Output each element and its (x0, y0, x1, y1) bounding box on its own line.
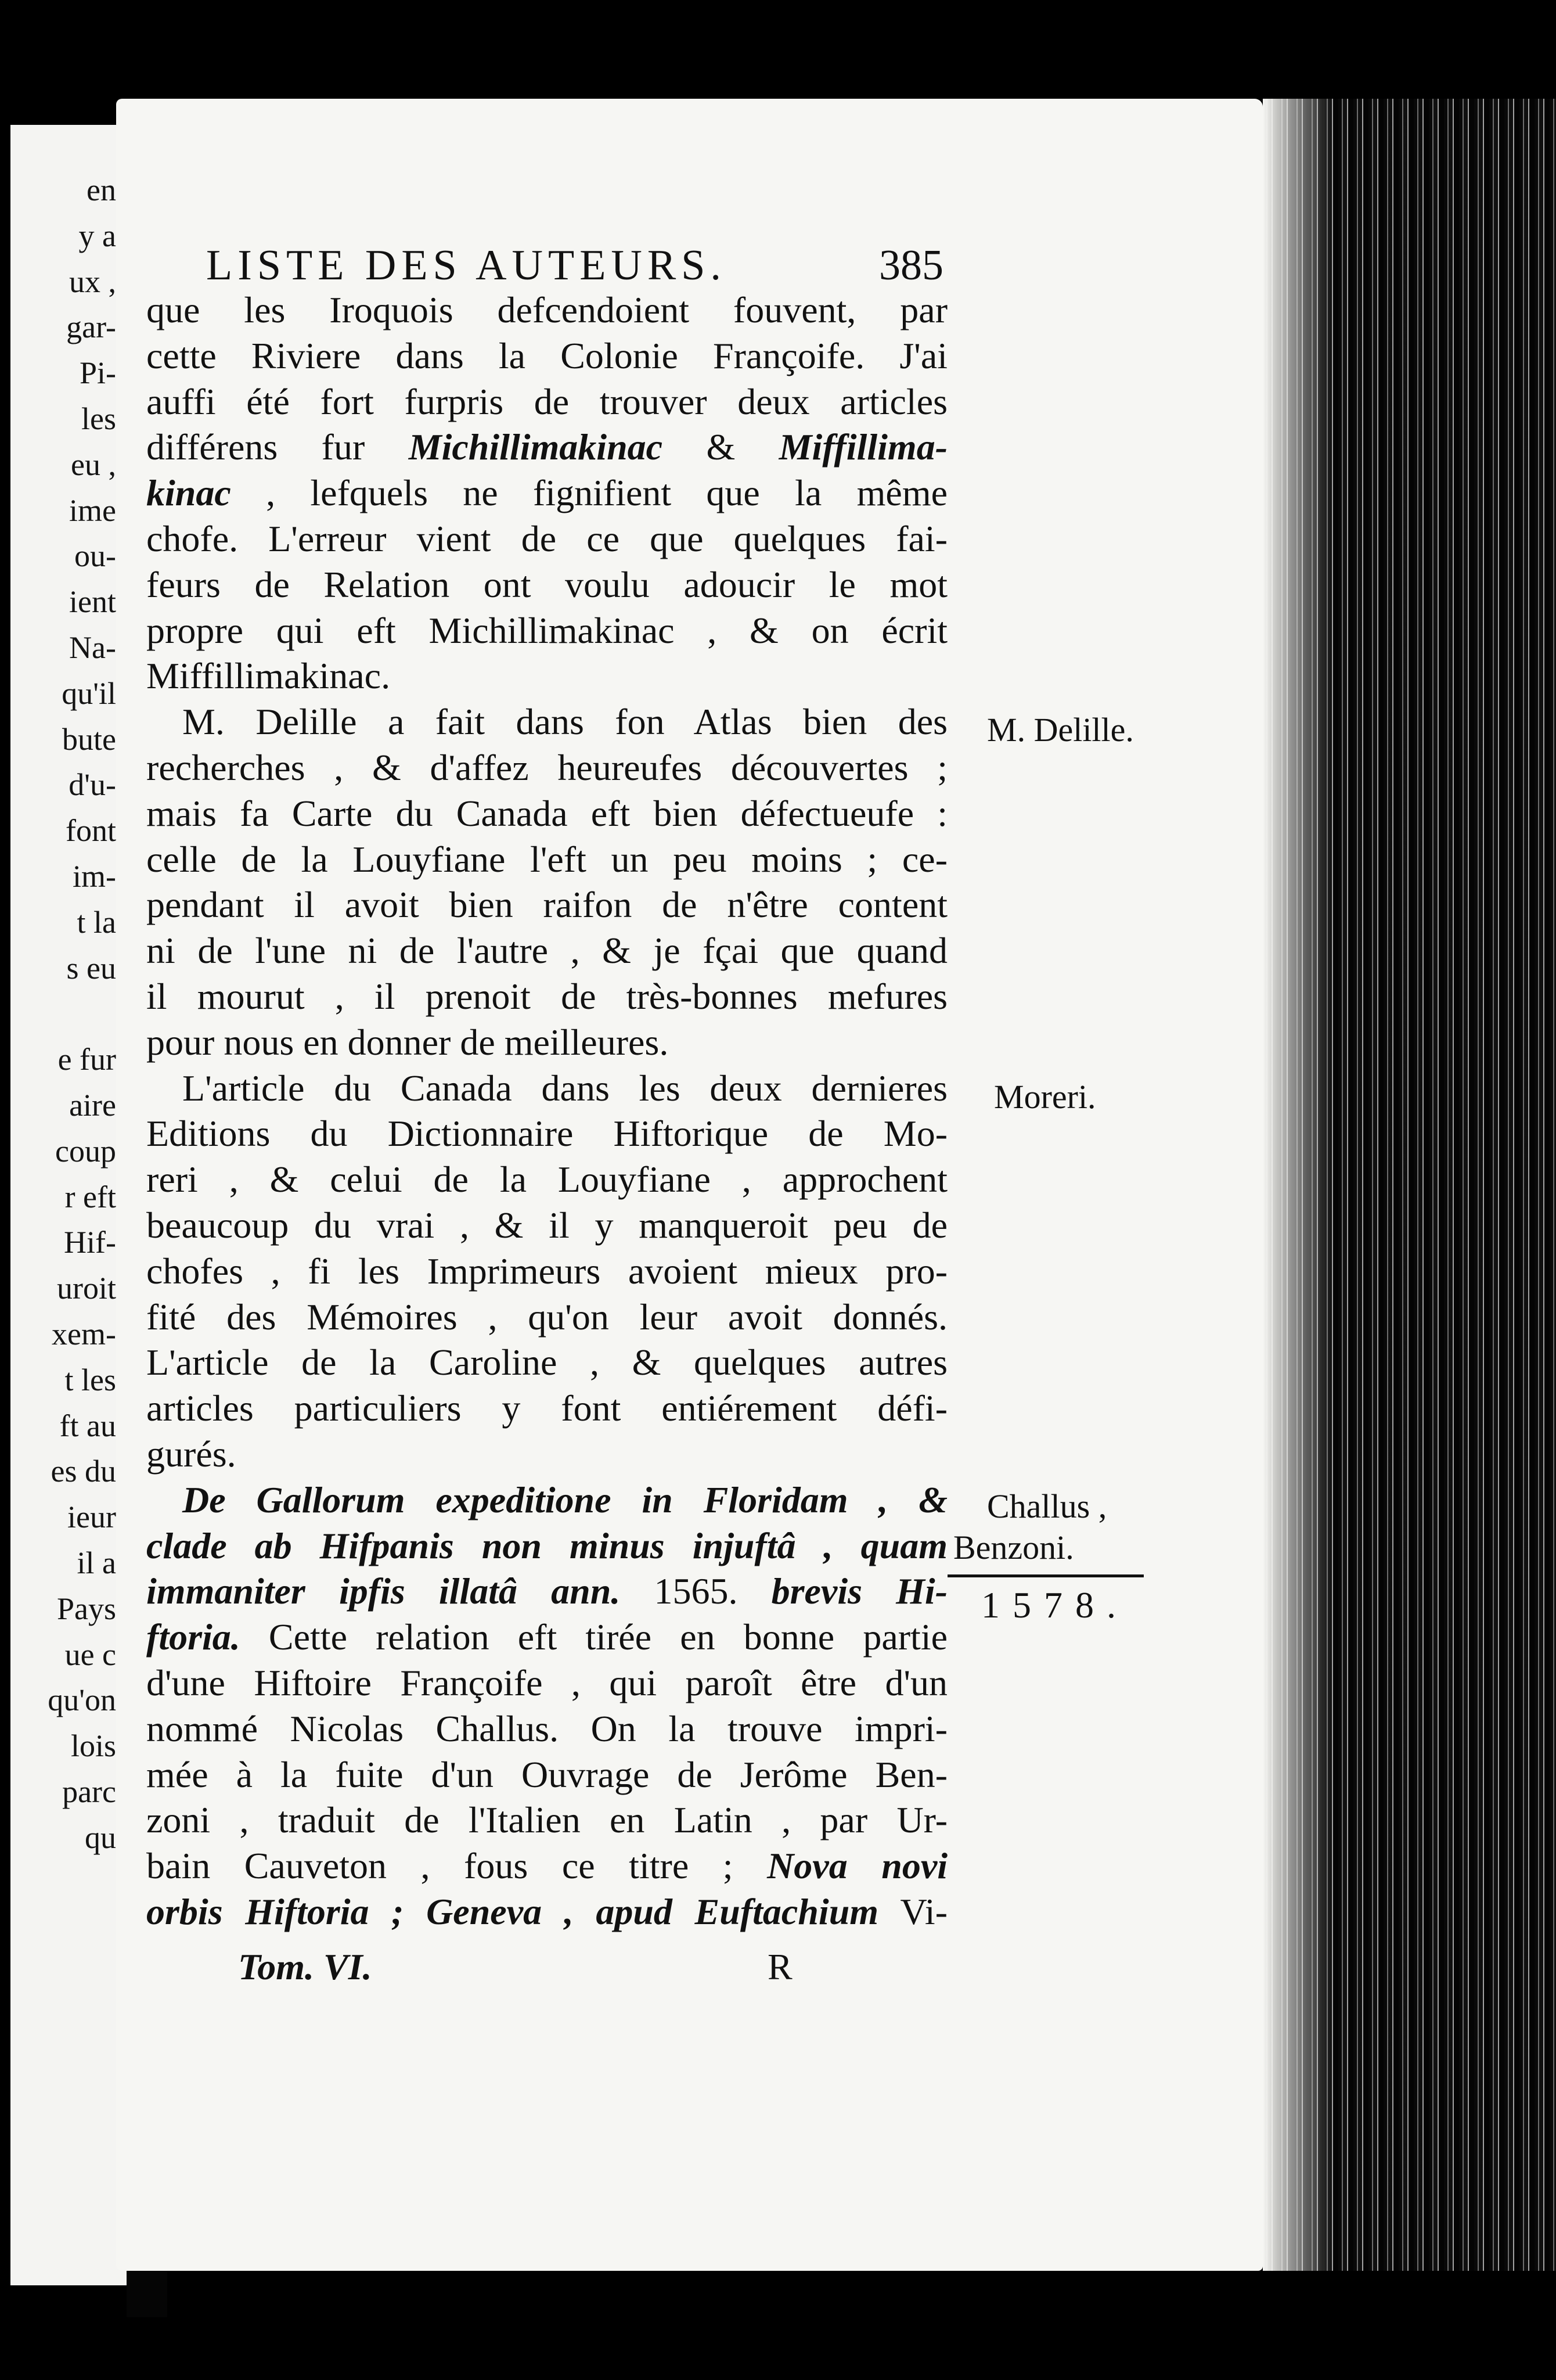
text-line (146, 653, 948, 699)
previous-page-fragment: ux , (69, 264, 116, 299)
footer-signature-mark: R (768, 1946, 793, 1987)
text-line (146, 1203, 948, 1249)
italic-text: clade ab Hifpanis non minus injuftâ , quam (146, 1525, 948, 1566)
previous-page-fragment: es du (51, 1454, 116, 1489)
previous-page-fragment: aire (69, 1088, 116, 1123)
previous-page-fragment: coup (55, 1133, 116, 1169)
text-run: L'article de la Caroline , & quelques autres (146, 1342, 948, 1383)
text-line (146, 333, 948, 379)
text-line (146, 1157, 948, 1203)
text-run: beaucoup du vrai , & il y manqueroit peu de (146, 1204, 948, 1246)
margin-note-delille: M. Delille. (987, 711, 1134, 749)
text-run: zoni , traduit de l'Italien en Latin , par Ur- (146, 1799, 948, 1841)
previous-page-fragment: t les (64, 1362, 116, 1397)
text-run: Cette relation eft tirée en bonne partie (240, 1616, 948, 1658)
text-line (146, 837, 948, 883)
text-run: M. Delille a fait dans fon Atlas bien des (182, 701, 948, 743)
text-run: chofe. L'erreur vient de ce que quelques fai- (146, 517, 948, 559)
text-line (146, 699, 948, 745)
text-run: recherches , & d'affez heureufes découvertes ; (146, 746, 948, 788)
previous-page-fragment: im- (73, 859, 116, 894)
text-line (146, 425, 948, 470)
text-run: nommé Nicolas Challus. On la trouve impri- (146, 1707, 948, 1749)
previous-page-fragment: lois (70, 1728, 116, 1764)
text-line (146, 1386, 948, 1432)
previous-page-fragment: il a (77, 1545, 116, 1580)
text-run: mais fa Carte du Canada eft bien défectueufe : (146, 792, 948, 834)
text-line (146, 1615, 948, 1660)
previous-page-fragment: ient (69, 584, 116, 620)
previous-page-fragment: ou- (74, 538, 116, 574)
text-line (146, 1295, 948, 1340)
text-line (146, 1752, 948, 1798)
previous-page-fragment: parc (62, 1774, 116, 1809)
text-line (146, 1249, 948, 1295)
text-run: pour nous en donner de meilleures. (146, 1021, 669, 1063)
text-line (146, 516, 948, 562)
previous-page-fragment: xem- (52, 1317, 116, 1351)
previous-page-fragment: ime (69, 492, 116, 528)
previous-page-fragment: y a (78, 218, 116, 253)
italic-text: De Gallorum expeditione in Floridam , & (182, 1479, 948, 1520)
text-run: Vi- (878, 1890, 948, 1932)
text-line (146, 1843, 948, 1889)
text-run: ni de l'une ni de l'autre , & je fçai que quand (146, 930, 948, 972)
previous-page-fragment: les (81, 401, 116, 436)
previous-page-fragment: t la (77, 904, 116, 940)
text-run: articles particuliers y font entiérement défi- (146, 1387, 948, 1429)
italic-text: Michillimakinac (408, 426, 663, 468)
text-line (146, 1706, 948, 1752)
footer-tome: Tom. VI. (238, 1946, 372, 1987)
text-line (146, 1523, 948, 1569)
italic-text: ftoria. (146, 1616, 240, 1658)
text-run: cette Riviere dans la Colonie Françoife. J'ai (146, 335, 948, 376)
text-line (146, 1660, 948, 1706)
text-run: bain Cauveton , fous ce titre ; (146, 1845, 768, 1887)
text-run: auffi été fort furpris de trouver deux articles (146, 380, 948, 422)
text-run: gurés. (146, 1433, 236, 1475)
text-run: d'une Hiftoire Françoife , qui paroît être d'un (146, 1662, 948, 1703)
margin-note-challus: Challus , (987, 1487, 1107, 1525)
text-line (146, 470, 948, 516)
text-line (146, 1889, 948, 1935)
previous-page-fragment: en (87, 172, 116, 207)
italic-text: kinac (146, 472, 231, 514)
text-line (146, 1569, 948, 1615)
previous-page-fragment: bute (62, 721, 116, 757)
previous-page-fragment: qu'il (62, 675, 116, 711)
previous-page-fragment: Hif- (64, 1225, 116, 1260)
text-run: propre qui eft Michillimakinac , & on écrit (146, 609, 948, 651)
previous-page-fragment: s eu (66, 950, 116, 986)
text-run: mée à la fuite d'un Ouvrage de Jerôme Ben- (146, 1753, 948, 1795)
previous-page-fragment: r eft (64, 1179, 116, 1214)
text-line (146, 1066, 948, 1112)
previous-page-fragment: ue c (64, 1637, 116, 1672)
text-run: & (662, 426, 779, 468)
italic-text: Miffillima- (779, 426, 948, 468)
margin-note-benzoni: Benzoni. (953, 1529, 1074, 1566)
text-run: Editions du Dictionnaire Hiftorique de Mo- (146, 1113, 948, 1155)
previous-page-fragment: gar- (66, 310, 116, 345)
previous-page-fragment: d'u- (69, 767, 116, 803)
margin-note-moreri: Moreri. (994, 1078, 1096, 1116)
text-line (146, 791, 948, 837)
main-text-block (146, 287, 948, 1935)
text-run: reri , & celui de la Louyfiane , approchent (146, 1159, 948, 1200)
italic-text: immaniter ipfis illatâ ann. (146, 1570, 654, 1612)
margin-note-rule (948, 1574, 1144, 1577)
running-header (206, 241, 943, 293)
margin-note-year: 1578. (981, 1584, 1129, 1626)
text-line (146, 1020, 948, 1066)
previous-page-fragment: Pi- (79, 355, 116, 391)
text-run: fité des Mémoires , qu'on leur avoit donnés. (146, 1296, 948, 1338)
previous-page-fragment: font (66, 813, 116, 849)
italic-text: Nova novi (767, 1845, 948, 1887)
previous-page-edge (10, 125, 127, 2285)
previous-page-fragment: qu'on (48, 1682, 116, 1718)
text-line (146, 1797, 948, 1843)
text-run: Miffillimakinac. (146, 655, 391, 697)
text-run: , lefquels ne fignifient que la même (230, 472, 948, 514)
italic-text: orbis Hiftoria ; Geneva , apud Euftachium (146, 1890, 879, 1932)
text-line (146, 974, 948, 1020)
text-line (146, 1340, 948, 1386)
text-line (146, 1477, 948, 1523)
previous-page-fragment: ft au (59, 1408, 116, 1443)
text-run: celle de la Louyfiane l'eft un peu moins ; ce- (146, 838, 948, 880)
text-run: feurs de Relation ont voulu adoucir le mot (146, 563, 948, 605)
text-line (146, 1432, 948, 1477)
previous-page-fragment: qu (85, 1820, 116, 1855)
previous-page-fragment: e fur (57, 1042, 116, 1077)
previous-page-fragment: ieur (67, 1500, 116, 1535)
text-line (146, 882, 948, 928)
text-run: 1565. (654, 1570, 772, 1612)
running-title: LISTE DES AUTEURS. (206, 242, 726, 289)
text-run: chofes , fi les Imprimeurs avoient mieux pro- (146, 1250, 948, 1292)
text-line (146, 562, 948, 608)
italic-text: brevis Hi- (771, 1570, 948, 1612)
text-line (146, 608, 948, 654)
text-line (146, 379, 948, 425)
previous-page-fragment: Pays (56, 1591, 116, 1626)
text-run: que les Iroquois defcendoient fouvent, par (146, 289, 948, 330)
page-edge-shadow (1263, 99, 1332, 2271)
text-line (146, 287, 948, 333)
text-run: il mourut , il prenoit de très-bonnes mefures (146, 975, 948, 1017)
text-run: différens fur (146, 426, 409, 468)
text-line (146, 1111, 948, 1157)
text-line (146, 745, 948, 791)
text-line (146, 928, 948, 974)
text-run: L'article du Canada dans les deux dernieres (182, 1067, 948, 1109)
text-run: pendant il avoit bien raifon de n'être content (146, 884, 948, 926)
previous-page-fragment: eu , (71, 447, 116, 482)
previous-page-fragment: uroit (57, 1271, 116, 1306)
previous-page-fragment: Na- (69, 630, 116, 665)
page-number: 385 (879, 242, 943, 289)
